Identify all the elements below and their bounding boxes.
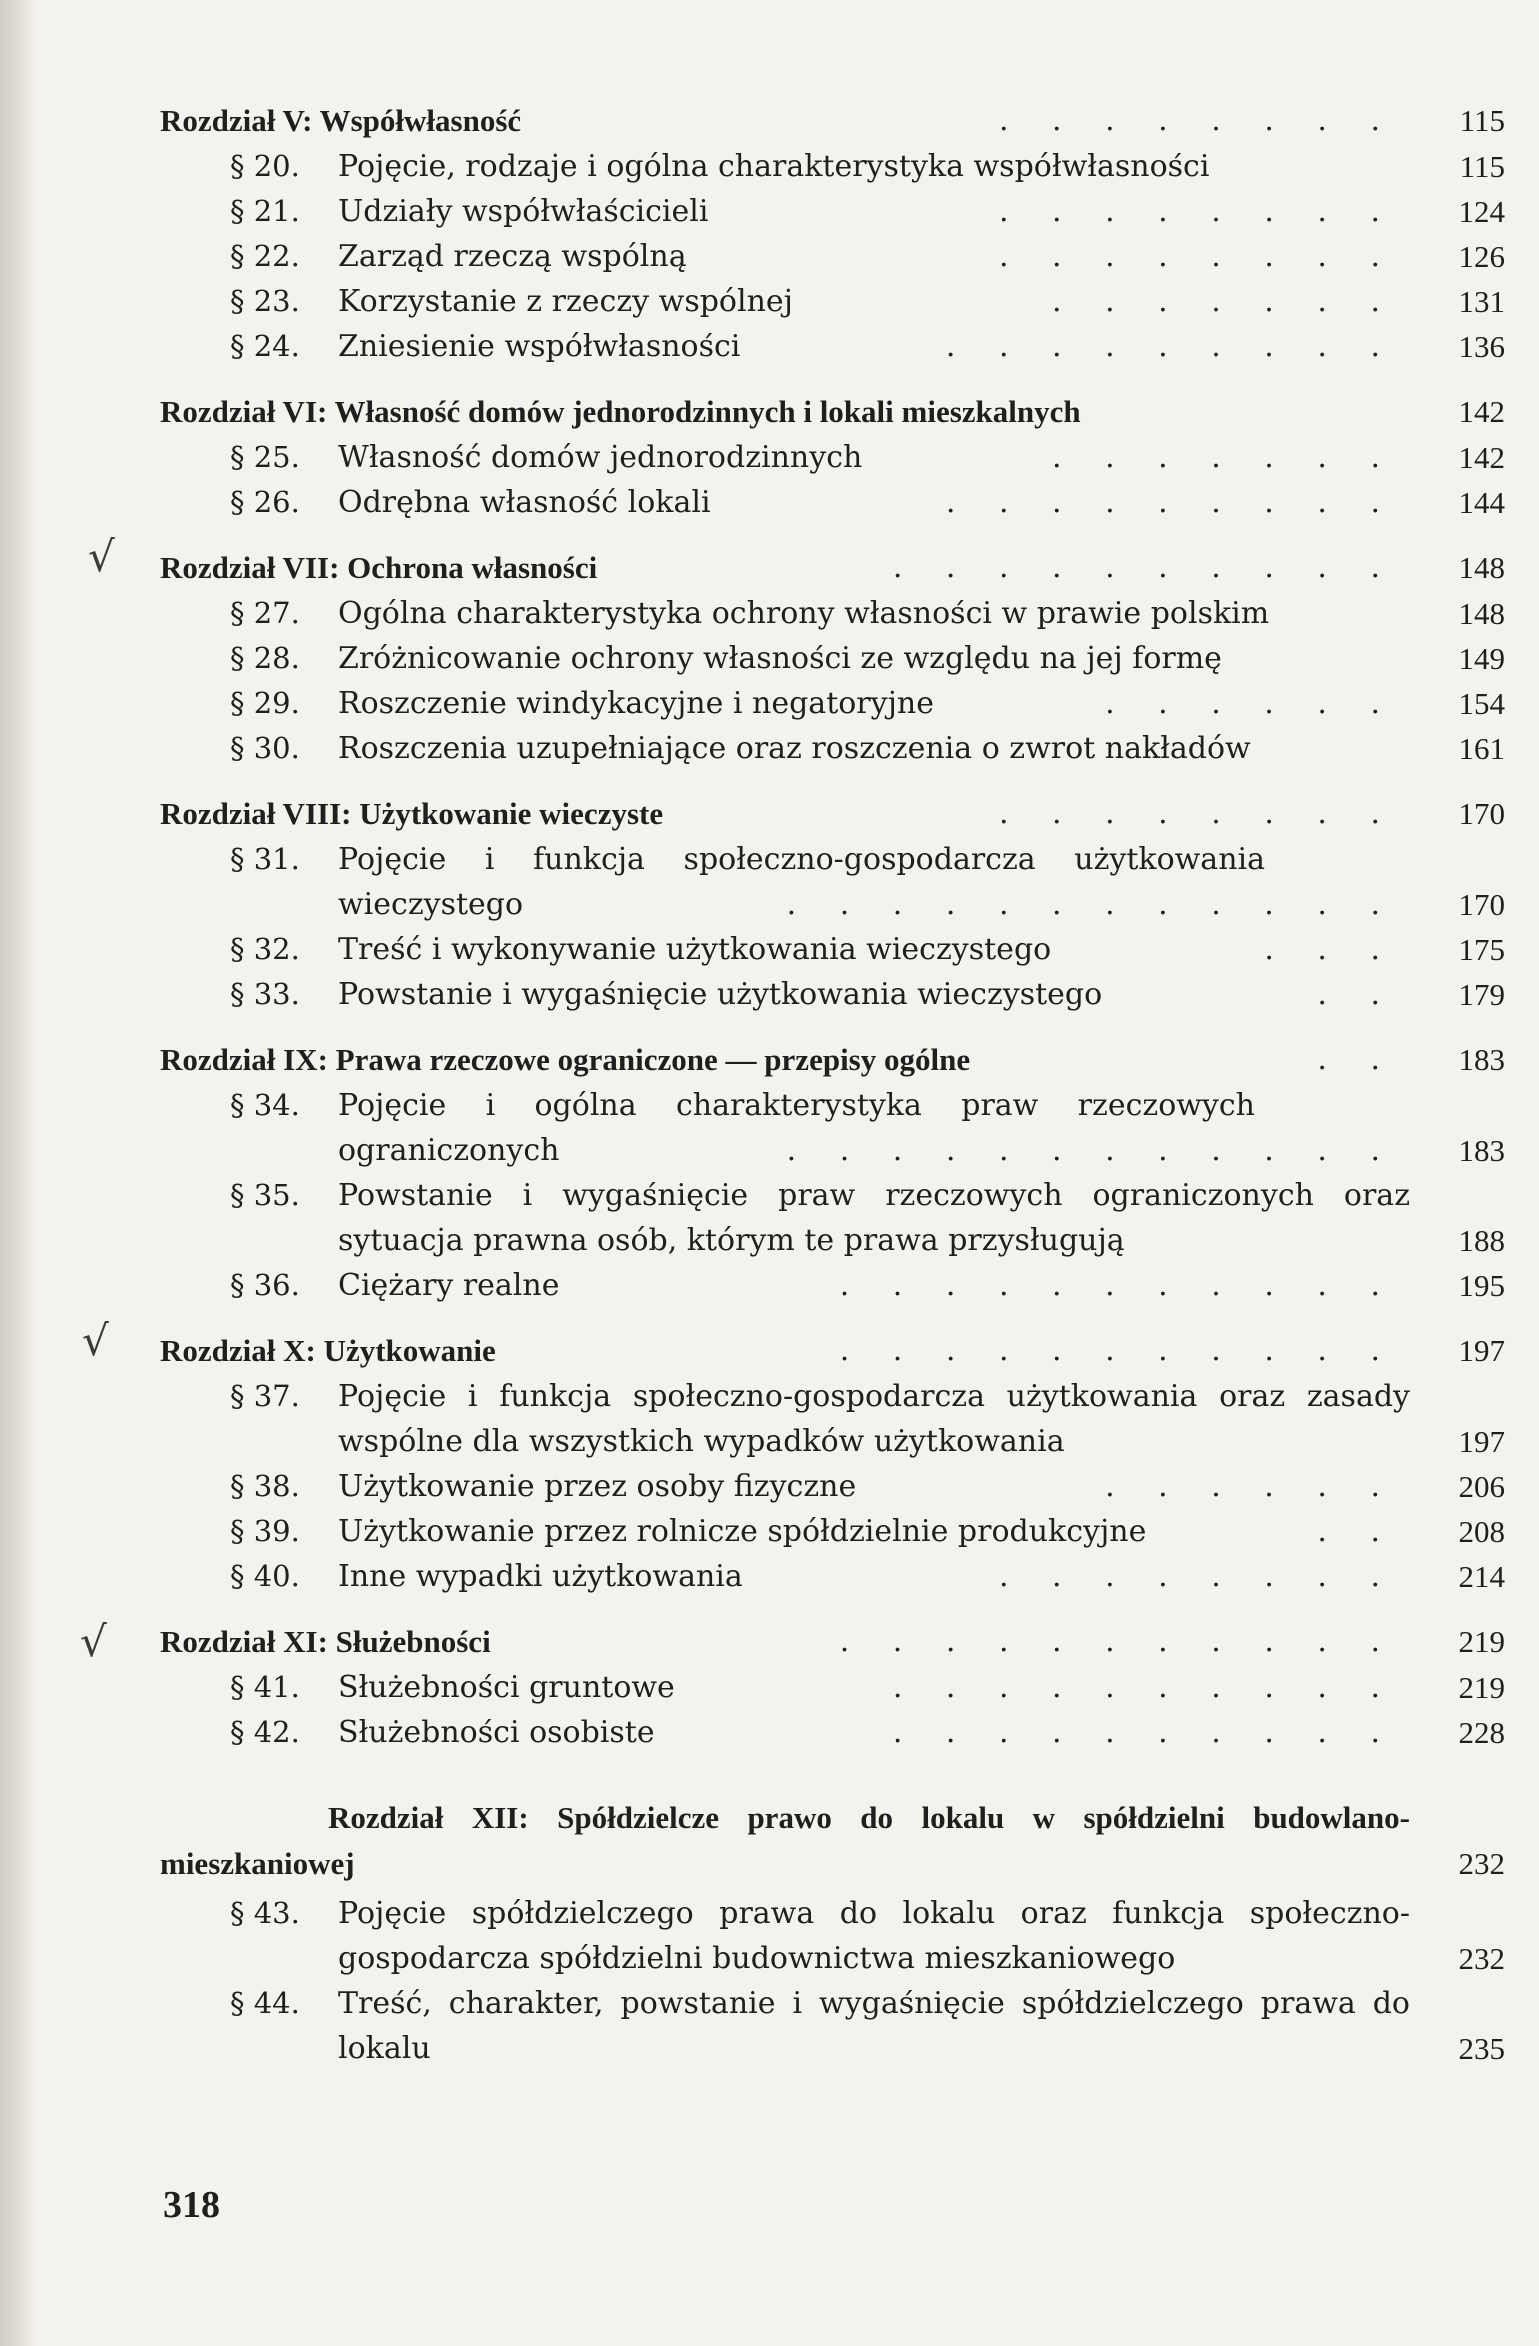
page-number: 124 (1458, 194, 1505, 229)
section-number: § 21. (230, 194, 300, 228)
section-title: Pojęcie i ogólna charakterystyka praw rzeczowych ograniczonych (338, 1088, 1255, 1168)
page-number: 183 (1458, 1133, 1505, 1168)
section-title: Użytkowanie przez osoby fizyczne (338, 1469, 857, 1504)
leader-dots: . . . . . . . . (998, 239, 1397, 274)
section-24 (160, 324, 1505, 369)
page-number: 170 (1458, 796, 1505, 831)
chapter-6 (160, 389, 1505, 435)
section-title: Pojęcie i funkcja społeczno-gospodarcza użytkowania oraz zasady wspólne dla wszystkich wypadków użytkowania (338, 1379, 1410, 1459)
section-number: § 39. (230, 1514, 300, 1548)
leader-dots: . . . . . . . . . . . (839, 1268, 1397, 1303)
section-title: Użytkowanie przez rolnicze spółdzielnie produkcyjne (338, 1514, 1147, 1549)
section-title: Pojęcie i funkcja społeczno-gospodarcza użytkowania wieczystego (338, 842, 1265, 922)
section-number: § 42. (230, 1715, 300, 1749)
section-title: Roszczenie windykacyjne i negatoryjne (338, 686, 934, 721)
page-number: 197 (1458, 1333, 1505, 1368)
page-number: 148 (1458, 550, 1505, 585)
chapter-9 (160, 1037, 1505, 1083)
section-number: § 41. (230, 1670, 300, 1704)
section-number: § 35. (230, 1178, 300, 1212)
section-title: Odrębna własność lokali (338, 485, 711, 520)
section-20 (160, 144, 1505, 189)
section-title: Powstanie i wygaśnięcie użytkowania wieczystego (338, 977, 1103, 1012)
section-36 (160, 1263, 1505, 1308)
section-title: Zniesienie współwłasności (338, 329, 741, 364)
section-number: § 25. (230, 440, 300, 474)
section-40 (160, 1554, 1505, 1599)
chapter-label: Rozdział VIII: Użytkowanie wieczyste (160, 796, 664, 831)
chapter-11 (160, 1619, 1505, 1665)
page-number: 170 (1458, 887, 1505, 922)
chapter-12 (160, 1795, 1505, 1887)
leader-dots: . . . . . . . . . . . (839, 1333, 1397, 1368)
section-number: § 34. (230, 1088, 300, 1122)
section-title: Ogólna charakterystyka ochrony własności w prawie polskim (338, 596, 1270, 631)
section-title: Służebności osobiste (338, 1715, 655, 1750)
leader-dots: . . . . . . . . . . (892, 550, 1397, 585)
chapter-label: Rozdział XII: Spółdzielcze prawo do lokalu w spółdzielni budowlano-mieszkaniowej (160, 1800, 1410, 1881)
leader-dots: . . . . . . . . . . . . (786, 887, 1397, 922)
chapter-10 (160, 1328, 1505, 1374)
section-39 (160, 1509, 1505, 1554)
section-title: Zróżnicowanie ochrony własności ze względu na jej formę (338, 641, 1222, 676)
page-number: 214 (1458, 1559, 1505, 1594)
section-number: § 20. (230, 149, 300, 183)
section-30 (160, 726, 1505, 771)
page-folio: 318 (163, 2184, 220, 2226)
section-title: Ciężary realne (338, 1268, 560, 1303)
section-number: § 29. (230, 686, 300, 720)
section-41 (160, 1665, 1505, 1710)
page-number: 144 (1458, 485, 1505, 520)
chapter-label: Rozdział VI: Własność domów jednorodzinnych i lokali mieszkalnych (160, 394, 1081, 429)
section-31 (160, 837, 1505, 927)
section-number: § 36. (230, 1268, 300, 1302)
page-number: 115 (1459, 149, 1505, 184)
leader-dots: . . . (1264, 932, 1397, 967)
section-number: § 33. (230, 977, 300, 1011)
page-number: 175 (1458, 932, 1505, 967)
page-number: 219 (1458, 1624, 1505, 1659)
page-number: 232 (1458, 1941, 1505, 1976)
section-title: Własność domów jednorodzinnych (338, 440, 863, 475)
page-number: 206 (1458, 1469, 1505, 1504)
section-number: § 28. (230, 641, 300, 675)
section-title: Powstanie i wygaśnięcie praw rzeczowych ograniczonych oraz sytuacja prawna osób, którym te prawa przysługują (338, 1178, 1410, 1258)
section-21 (160, 189, 1505, 234)
leader-dots: . . . . . . . . . (945, 329, 1397, 364)
leader-dots: . . (1317, 977, 1397, 1012)
section-title: Korzystanie z rzeczy wspólnej (338, 284, 793, 319)
page-number: 197 (1458, 1424, 1505, 1459)
leader-dots: . . . . . . . . . . (892, 1715, 1397, 1750)
section-34 (160, 1083, 1505, 1173)
section-number: § 37. (230, 1379, 300, 1413)
section-title: Roszczenia uzupełniające oraz roszczenia o zwrot nakładów (338, 731, 1251, 766)
check-mark: √ (88, 532, 115, 581)
page-number: 179 (1458, 977, 1505, 1012)
section-number: § 24. (230, 329, 300, 363)
page-number: 142 (1458, 394, 1505, 429)
page-number: 183 (1458, 1042, 1505, 1077)
section-title: Pojęcie spółdzielczego prawa do lokalu oraz funkcja społeczno-gospodarcza spółdzielni budownictwa mieszkaniowego (338, 1896, 1410, 1976)
leader-dots: . . . . . . . . . . . (839, 1624, 1397, 1659)
page-edge-shadow (0, 0, 38, 2346)
leader-dots: . . . . . . . (1052, 284, 1397, 319)
page-number: 195 (1458, 1268, 1505, 1303)
section-44 (160, 1981, 1505, 2071)
section-number: § 43. (230, 1896, 300, 1930)
check-mark: √ (80, 1617, 107, 1666)
page-number: 188 (1458, 1223, 1505, 1258)
section-22 (160, 234, 1505, 279)
chapter-label: Rozdział V: Współwłasność (160, 103, 522, 138)
table-of-contents (160, 98, 1505, 2071)
chapter-label: Rozdział X: Użytkowanie (160, 1333, 496, 1368)
section-28 (160, 636, 1505, 681)
section-title: Służebności gruntowe (338, 1670, 675, 1705)
page-number: 219 (1458, 1670, 1505, 1705)
section-number: § 22. (230, 239, 300, 273)
section-title: Pojęcie, rodzaje i ogólna charakterystyka współwłasności (338, 149, 1210, 184)
section-42 (160, 1710, 1505, 1755)
section-23 (160, 279, 1505, 324)
page-number: 208 (1458, 1514, 1505, 1549)
chapter-8 (160, 791, 1505, 837)
section-number: § 40. (230, 1559, 300, 1593)
page-number: 154 (1458, 686, 1505, 721)
leader-dots: . . . . . . . . (998, 194, 1397, 229)
leader-dots: . . . . . . (1105, 1469, 1397, 1504)
chapter-label: Rozdział VII: Ochrona własności (160, 550, 598, 585)
page-number: 161 (1458, 731, 1505, 766)
page-number: 131 (1458, 284, 1505, 319)
chapter-label: Rozdział XI: Służebności (160, 1624, 491, 1659)
section-35 (160, 1173, 1505, 1263)
leader-dots: . . (1317, 1042, 1397, 1077)
page-number: 142 (1458, 440, 1505, 475)
leader-dots: . . . . . . . . . (945, 485, 1397, 520)
section-number: § 31. (230, 842, 300, 876)
page-number: 228 (1458, 1715, 1505, 1750)
check-mark: √ (82, 1316, 109, 1365)
page-number: 136 (1458, 329, 1505, 364)
section-37 (160, 1374, 1505, 1464)
section-title: Treść i wykonywanie użytkowania wieczystego (338, 932, 1052, 967)
leader-dots: . . . . . . . . . . (892, 1670, 1397, 1705)
section-38 (160, 1464, 1505, 1509)
section-title: Inne wypadki użytkowania (338, 1559, 743, 1594)
leader-dots: . . . . . . . (1052, 440, 1397, 475)
section-title: Zarząd rzeczą wspólną (338, 239, 687, 274)
page-number: 115 (1459, 103, 1505, 138)
section-29 (160, 681, 1505, 726)
section-number: § 26. (230, 485, 300, 519)
section-title: Udziały współwłaścicieli (338, 194, 709, 229)
section-43 (160, 1891, 1505, 1981)
section-number: § 44. (230, 1986, 300, 2020)
leader-dots: . . . . . . (1105, 686, 1397, 721)
section-number: § 32. (230, 932, 300, 966)
chapter-label: Rozdział IX: Prawa rzeczowe ograniczone — przepisy ogólne (160, 1042, 971, 1077)
page-number: 126 (1458, 239, 1505, 274)
section-number: § 23. (230, 284, 300, 318)
section-25 (160, 435, 1505, 480)
section-27 (160, 591, 1505, 636)
page-number: 235 (1458, 2031, 1505, 2066)
leader-dots: . . . . . . . . (998, 1559, 1397, 1594)
leader-dots: . . (1317, 1514, 1397, 1549)
leader-dots: . . . . . . . . (998, 103, 1397, 138)
chapter-5 (160, 98, 1505, 144)
page-number: 149 (1458, 641, 1505, 676)
section-number: § 30. (230, 731, 300, 765)
section-26 (160, 480, 1505, 525)
chapter-7 (160, 545, 1505, 591)
leader-dots: . . . . . . . . . . . . (786, 1133, 1397, 1168)
section-32 (160, 927, 1505, 972)
page-number: 148 (1458, 596, 1505, 631)
section-number: § 27. (230, 596, 300, 630)
section-title: Treść, charakter, powstanie i wygaśnięcie spółdzielczego prawa do lokalu (338, 1986, 1410, 2066)
leader-dots: . . . . . . . . (998, 796, 1397, 831)
section-33 (160, 972, 1505, 1017)
section-number: § 38. (230, 1469, 300, 1503)
page-number: 232 (1458, 1846, 1505, 1881)
